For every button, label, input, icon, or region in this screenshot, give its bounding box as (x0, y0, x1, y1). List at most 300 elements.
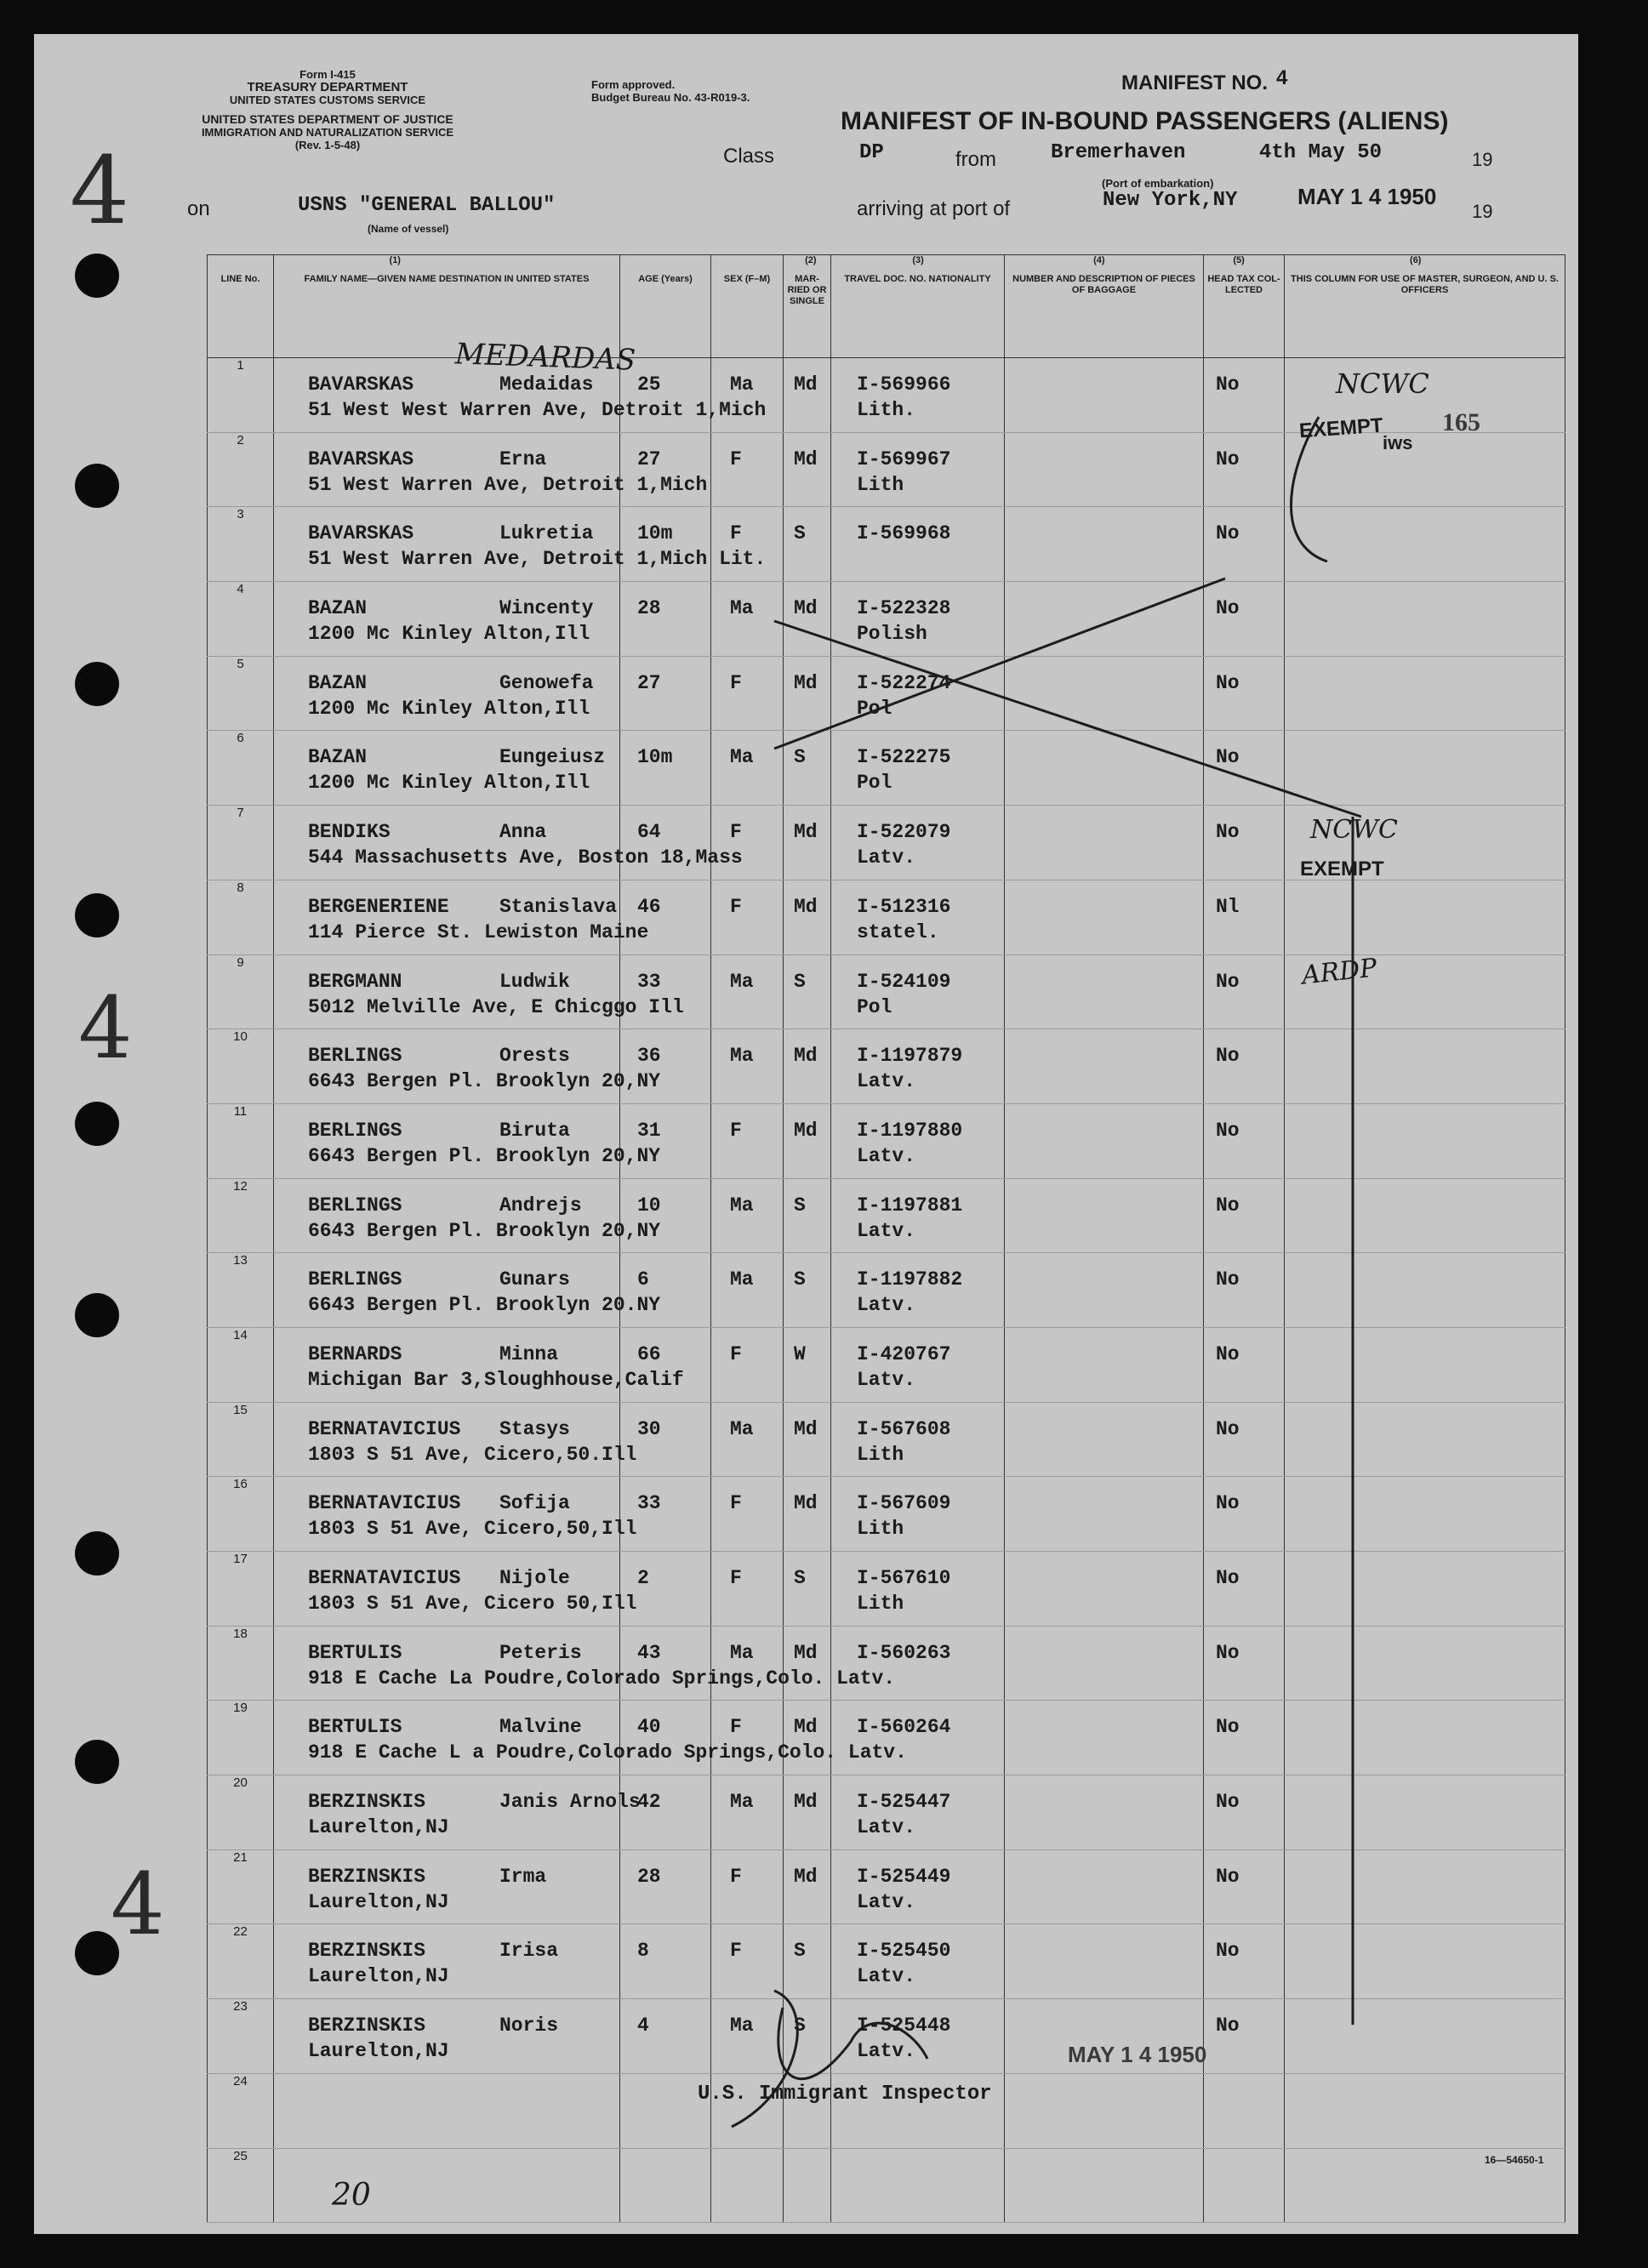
sex-cell (711, 1103, 784, 1178)
head-tax-cell (1204, 1924, 1285, 1999)
baggage-cell (1005, 731, 1204, 806)
destination-address: 51 West West Warren Ave, Detroit 1,Mich (308, 399, 767, 421)
marital-cell (784, 1178, 831, 1253)
line-number: 6 (208, 731, 274, 806)
passenger-table (207, 254, 1565, 2223)
baggage-cell (1005, 2073, 1204, 2148)
marital-cell (784, 954, 831, 1029)
ins-service: IMMIGRATION AND NATURALIZATION SERVICE (201, 126, 454, 139)
name-cell (274, 656, 620, 731)
travel-doc-number: I-1197879 (857, 1045, 963, 1068)
table-row (208, 432, 1565, 507)
age-value: 4 (637, 2014, 649, 2037)
head-tax-cell (1204, 1775, 1285, 1850)
officer-use-cell (1285, 1626, 1565, 1701)
table-row (208, 880, 1565, 954)
ncwc-note-top: NCWC (1336, 368, 1429, 400)
head-tax-value: No (1216, 1492, 1240, 1515)
given-name: Gunars (499, 1268, 570, 1291)
age-value: 43 (637, 1641, 661, 1664)
marital-value: Md (794, 1045, 818, 1068)
head-tax-cell (1204, 1103, 1285, 1178)
sex-cell (711, 731, 784, 806)
sex-cell (711, 954, 784, 1029)
officer-use-cell (1285, 1253, 1565, 1328)
arrival-port: New York,NY (1103, 189, 1238, 212)
marital-cell (784, 582, 831, 657)
travel-doc-number: I-525450 (857, 1940, 951, 1963)
baggage-cell (1005, 1626, 1204, 1701)
age-value: 42 (637, 1791, 661, 1814)
destination-address: 1803 S 51 Ave, Cicero,50.Ill (308, 1443, 637, 1466)
baggage-cell (1005, 1178, 1204, 1253)
from-port-value: Bremerhaven (1051, 141, 1186, 164)
col-num-1: (1) (389, 255, 401, 265)
col-officer-use (1285, 255, 1565, 358)
head-tax-value: No (1216, 1045, 1240, 1068)
sex-value: F (730, 1567, 742, 1589)
table-row (208, 1178, 1565, 1253)
age-value: 6 (637, 1268, 649, 1291)
family-name: BERNATAVICIUS (308, 1492, 461, 1515)
form-agency-block (187, 68, 468, 151)
nationality: Latv. (857, 1816, 916, 1839)
family-name: BERZINSKIS (308, 1865, 426, 1888)
sex-cell (711, 1327, 784, 1402)
head-tax-cell (1204, 656, 1285, 731)
sex-cell (711, 582, 784, 657)
marital-value: S (794, 1567, 806, 1589)
destination-address: 1803 S 51 Ave, Cicero 50,Ill (308, 1593, 637, 1615)
baggage-cell (1005, 1402, 1204, 1477)
col-num-3: (3) (912, 255, 924, 265)
age-cell (620, 1924, 711, 1999)
officer-use-cell (1285, 1999, 1565, 2074)
nationality: Lith (857, 473, 904, 496)
margin-number-4c: 4 (111, 1855, 165, 1954)
name-cell (274, 1477, 637, 1552)
sex-cell (711, 656, 784, 731)
customs-service: UNITED STATES CUSTOMS SERVICE (229, 94, 426, 106)
age-cell (620, 1775, 711, 1850)
travel-doc-number: I-569967 (857, 447, 951, 470)
nationality: Latv. (857, 1890, 916, 1913)
col-num-6: (6) (1410, 255, 1422, 265)
line-number: 7 (208, 806, 274, 880)
travel-doc-cell (831, 582, 1005, 657)
sex-cell (711, 1924, 784, 1999)
head-tax-cell (1204, 2148, 1285, 2223)
correction-medardas: MEDARDAS (454, 337, 636, 378)
given-name: Stasys (499, 1417, 570, 1440)
baggage-cell (1005, 507, 1204, 582)
marital-cell (784, 2148, 831, 2223)
age-value: 27 (637, 671, 661, 694)
sex-cell (711, 2148, 784, 2223)
family-name: BERLINGS (308, 1268, 402, 1291)
travel-doc-number: I-1197881 (857, 1194, 963, 1217)
table-row (208, 1029, 1565, 1104)
travel-doc-number: I-569966 (857, 373, 951, 396)
baggage-cell (1005, 880, 1204, 954)
baggage-cell (1005, 2148, 1204, 2223)
sex-cell (711, 358, 784, 433)
travel-doc-cell (831, 1327, 1005, 1402)
age-value: 40 (637, 1716, 661, 1739)
year-label: 19 (1472, 149, 1493, 170)
officer-use-cell (1285, 582, 1565, 657)
sex-cell (711, 1775, 784, 1850)
head-tax-value: No (1216, 1417, 1240, 1440)
head-tax-cell (1204, 1253, 1285, 1328)
sex-value: Ma (730, 970, 754, 993)
line-number: 9 (208, 954, 274, 1029)
col-officer-use-label: THIS COLUMN FOR USE OF MASTER, SURGEON, AND U. S. OFFICERS (1291, 274, 1559, 295)
table-row (208, 1552, 1565, 1627)
travel-doc-cell (831, 1849, 1005, 1924)
head-tax-value: No (1216, 1194, 1240, 1217)
line-number: 18 (208, 1626, 274, 1701)
travel-doc-number: I-569968 (857, 522, 951, 545)
travel-doc-number: I-525449 (857, 1865, 951, 1888)
table-row (208, 582, 1565, 657)
travel-doc-cell (831, 2148, 1005, 2223)
head-tax-cell (1204, 582, 1285, 657)
travel-doc-number: I-522328 (857, 597, 951, 620)
age-cell (620, 1103, 711, 1178)
officer-use-cell (1285, 1775, 1565, 1850)
age-cell (620, 806, 711, 880)
travel-doc-cell (831, 1103, 1005, 1178)
punch-hole (75, 662, 119, 706)
nationality: Pol (857, 772, 892, 795)
marital-cell (784, 1029, 831, 1104)
destination-address: 51 West Warren Ave, Detroit 1,Mich (308, 473, 708, 496)
punch-hole (75, 1531, 119, 1576)
head-tax-cell (1204, 954, 1285, 1029)
officer-use-cell (1285, 656, 1565, 731)
head-tax-value: No (1216, 522, 1240, 545)
port-embarkation-label: (Port of embarkation) (1102, 177, 1214, 190)
head-tax-value: No (1216, 447, 1240, 470)
head-tax-value: No (1216, 970, 1240, 993)
age-value: 27 (637, 447, 661, 470)
head-tax-cell (1204, 507, 1285, 582)
departure-date: 4th May 50 (1259, 141, 1383, 164)
head-tax-cell (1204, 432, 1285, 507)
punch-hole (75, 254, 119, 298)
vessel-name: USNS "GENERAL BALLOU" (298, 194, 556, 217)
marital-cell (784, 806, 831, 880)
travel-doc-cell (831, 1477, 1005, 1552)
sex-cell (711, 1029, 784, 1104)
marital-cell (784, 1253, 831, 1328)
marital-value: Md (794, 1119, 818, 1142)
sex-value: Ma (730, 1045, 754, 1068)
given-name: Biruta (499, 1119, 570, 1142)
exempt-stamp-2: EXEMPT (1300, 858, 1384, 880)
age-value: 33 (637, 970, 661, 993)
sex-value: F (730, 1492, 742, 1515)
baggage-cell (1005, 1477, 1204, 1552)
head-tax-value: No (1216, 1716, 1240, 1739)
nationality: statel. (857, 920, 939, 943)
line-number: 25 (208, 2148, 274, 2223)
sex-cell (711, 1178, 784, 1253)
family-name: BENDIKS (308, 821, 391, 844)
given-name: Eungeiusz (499, 746, 606, 769)
nationality: Lith. (857, 399, 916, 421)
nationality: Lith (857, 1518, 904, 1541)
head-tax-value: Nl (1216, 895, 1240, 918)
age-value: 28 (637, 597, 661, 620)
col-head-tax-label: HEAD TAX COL-LECTED (1207, 274, 1280, 295)
inspector-date-stamp: MAY 1 4 1950 (1068, 2042, 1207, 2067)
head-tax-value: No (1216, 1119, 1240, 1142)
form-number: Form I-415 (299, 68, 356, 81)
baggage-cell (1005, 1924, 1204, 1999)
sex-cell (711, 1402, 784, 1477)
sex-value: Ma (730, 1268, 754, 1291)
year-label-2: 19 (1472, 201, 1493, 222)
officer-use-cell (1285, 1178, 1565, 1253)
nationality: Polish (857, 623, 927, 646)
marital-cell (784, 432, 831, 507)
age-value: 36 (637, 1045, 661, 1068)
family-name: BERGENERIENE (308, 895, 449, 918)
table-row (208, 1999, 1565, 2074)
travel-doc-number: I-1197882 (857, 1268, 963, 1291)
marital-value: S (794, 2014, 806, 2037)
age-value: 31 (637, 1119, 661, 1142)
sex-value: F (730, 895, 742, 918)
age-cell (620, 582, 711, 657)
officer-use-cell (1285, 1103, 1565, 1178)
treasury-dept: TREASURY DEPARTMENT (247, 80, 408, 94)
sex-value: F (730, 522, 742, 545)
age-cell (620, 1029, 711, 1104)
sex-cell (711, 1999, 784, 2074)
travel-doc-cell (831, 656, 1005, 731)
marital-cell (784, 1849, 831, 1924)
age-cell (620, 656, 711, 731)
name-cell (274, 2073, 620, 2148)
officer-use-cell (1285, 1327, 1565, 1402)
class-value: DP (859, 141, 884, 164)
table-row (208, 731, 1565, 806)
travel-doc-cell (831, 1924, 1005, 1999)
head-tax-value: No (1216, 1940, 1240, 1963)
age-cell (620, 1701, 711, 1775)
nationality: Latv. (857, 2040, 916, 2063)
sex-value: F (730, 447, 742, 470)
arriving-label: arriving at port of (857, 197, 1011, 220)
age-cell (620, 2148, 711, 2223)
destination-address: 1803 S 51 Ave, Cicero,50,Ill (308, 1518, 637, 1541)
sex-value: F (730, 671, 742, 694)
marital-value: Md (794, 373, 818, 396)
col-baggage (1005, 255, 1204, 358)
family-name: BERGMANN (308, 970, 402, 993)
col-line: LINE No. (208, 255, 274, 358)
line-number: 4 (208, 582, 274, 657)
baggage-cell (1005, 1552, 1204, 1627)
family-name: BAZAN (308, 671, 368, 694)
justice-dept: UNITED STATES DEPARTMENT OF JUSTICE (202, 112, 453, 126)
head-tax-value: No (1216, 1268, 1240, 1291)
nationality: Lith (857, 1593, 904, 1615)
margin-number-4b: 4 (78, 978, 133, 1078)
travel-doc-number: I-560264 (857, 1716, 951, 1739)
travel-doc-cell (831, 1552, 1005, 1627)
head-tax-value: No (1216, 373, 1240, 396)
baggage-cell (1005, 1775, 1204, 1850)
sex-value: Ma (730, 746, 754, 769)
destination-address: Laurelton,NJ (308, 1816, 449, 1839)
destination-address: 5012 Melville Ave, E Chicggo Ill (308, 995, 684, 1018)
line-number: 2 (208, 432, 274, 507)
sex-value: Ma (730, 373, 754, 396)
age-cell (620, 731, 711, 806)
line-number: 1 (208, 358, 274, 433)
nationality: Latv. (857, 1144, 916, 1167)
nationality: Latv. (857, 1070, 916, 1093)
destination-address: 918 E Cache La Poudre,Colorado Springs,Colo. Latv. (308, 1667, 896, 1690)
age-value: 10 (637, 1194, 661, 1217)
marital-value: Md (794, 597, 818, 620)
table-row (208, 507, 1565, 582)
age-value: 10m (637, 746, 673, 769)
sex-value: Ma (730, 2014, 754, 2037)
nationality: Latv. (857, 846, 916, 869)
age-cell (620, 954, 711, 1029)
sex-cell (711, 1477, 784, 1552)
line-number: 21 (208, 1849, 274, 1924)
marital-value: S (794, 1194, 806, 1217)
bottom-mark: 20 (332, 2178, 371, 2213)
head-tax-cell (1204, 1999, 1285, 2074)
table-row (208, 1402, 1565, 1477)
line-number: 3 (208, 507, 274, 582)
head-tax-cell (1204, 2073, 1285, 2148)
head-tax-cell (1204, 806, 1285, 880)
officer-use-cell (1285, 1477, 1565, 1552)
family-name: BAVARSKAS (308, 447, 414, 470)
travel-doc-number: I-525448 (857, 2014, 951, 2037)
sex-value: F (730, 1865, 742, 1888)
marital-value: S (794, 746, 806, 769)
officer-use-cell (1285, 1402, 1565, 1477)
head-tax-cell (1204, 1327, 1285, 1402)
marital-value: S (794, 1940, 806, 1963)
age-cell (620, 432, 711, 507)
age-cell (620, 1253, 711, 1328)
marital-value: Md (794, 1865, 818, 1888)
baggage-cell (1005, 358, 1204, 433)
destination-address: 1200 Mc Kinley Alton,Ill (308, 623, 590, 646)
line-number: 12 (208, 1178, 274, 1253)
table-row (208, 1924, 1565, 1999)
sex-cell (711, 432, 784, 507)
line-number: 8 (208, 880, 274, 954)
age-value: 28 (637, 1865, 661, 1888)
baggage-cell (1005, 582, 1204, 657)
head-tax-cell (1204, 731, 1285, 806)
form-approved: Form approved. (591, 78, 676, 91)
destination-address: 114 Pierce St. Lewiston Maine (308, 920, 649, 943)
family-name: BAVARSKAS (308, 373, 414, 396)
name-cell (274, 1552, 637, 1627)
destination-address: Laurelton,NJ (308, 2040, 449, 2063)
age-value: 25 (637, 373, 661, 396)
destination-address: 6643 Bergen Pl. Brooklyn 20,NY (308, 1070, 661, 1093)
arrival-date-stamp: MAY 1 4 1950 (1297, 184, 1437, 209)
line-number: 14 (208, 1327, 274, 1402)
name-cell (274, 2148, 620, 2223)
marital-cell (784, 1701, 831, 1775)
marital-value: S (794, 1268, 806, 1291)
family-name: BERZINSKIS (308, 1791, 426, 1814)
head-tax-cell (1204, 358, 1285, 433)
marital-cell (784, 507, 831, 582)
line-number: 20 (208, 1775, 274, 1850)
marital-value: Md (794, 1492, 818, 1515)
given-name: Peteris (499, 1641, 582, 1664)
officer-use-cell (1285, 731, 1565, 806)
name-cell (274, 1999, 620, 2074)
travel-doc-cell (831, 1029, 1005, 1104)
travel-doc-number: I-512316 (857, 895, 951, 918)
baggage-cell (1005, 806, 1204, 880)
marital-cell (784, 358, 831, 433)
name-cell (274, 1775, 641, 1850)
sex-cell (711, 1253, 784, 1328)
destination-address: 6643 Bergen Pl. Brooklyn 20,NY (308, 1144, 661, 1167)
given-name: Irisa (499, 1940, 559, 1963)
travel-doc-number: I-1197880 (857, 1119, 963, 1142)
form-footer-code: 16—54650-1 (1485, 2154, 1544, 2166)
family-name: BAVARSKAS (308, 522, 414, 545)
given-name: Erna (499, 447, 547, 470)
nationality: Latv. (857, 1368, 916, 1391)
name-cell (274, 1402, 637, 1477)
number-165: 165 (1442, 408, 1480, 436)
ardp-note: ARDP (1300, 953, 1379, 991)
head-tax-value: No (1216, 2014, 1240, 2037)
given-name: Genowefa (499, 671, 594, 694)
marital-cell (784, 1924, 831, 1999)
travel-doc-cell (831, 731, 1005, 806)
family-name: BERTULIS (308, 1716, 402, 1739)
age-cell (620, 1178, 711, 1253)
head-tax-value: No (1216, 1567, 1240, 1589)
head-tax-cell (1204, 1402, 1285, 1477)
age-cell (620, 1626, 711, 1701)
nationality: Pol (857, 697, 892, 720)
officer-use-cell (1285, 2073, 1565, 2148)
sex-cell (711, 507, 784, 582)
marital-value: Md (794, 447, 818, 470)
col-num-5: (5) (1233, 255, 1245, 265)
officer-use-cell (1285, 432, 1565, 507)
table-row (208, 1253, 1565, 1328)
col-num-4: (4) (1093, 255, 1105, 265)
nationality: Latv. (857, 1294, 916, 1317)
travel-doc-number: I-567609 (857, 1492, 951, 1515)
sex-value: Ma (730, 597, 754, 620)
age-value: 64 (637, 821, 661, 844)
col-married-label: MAR-RIED OR SINGLE (787, 274, 827, 306)
